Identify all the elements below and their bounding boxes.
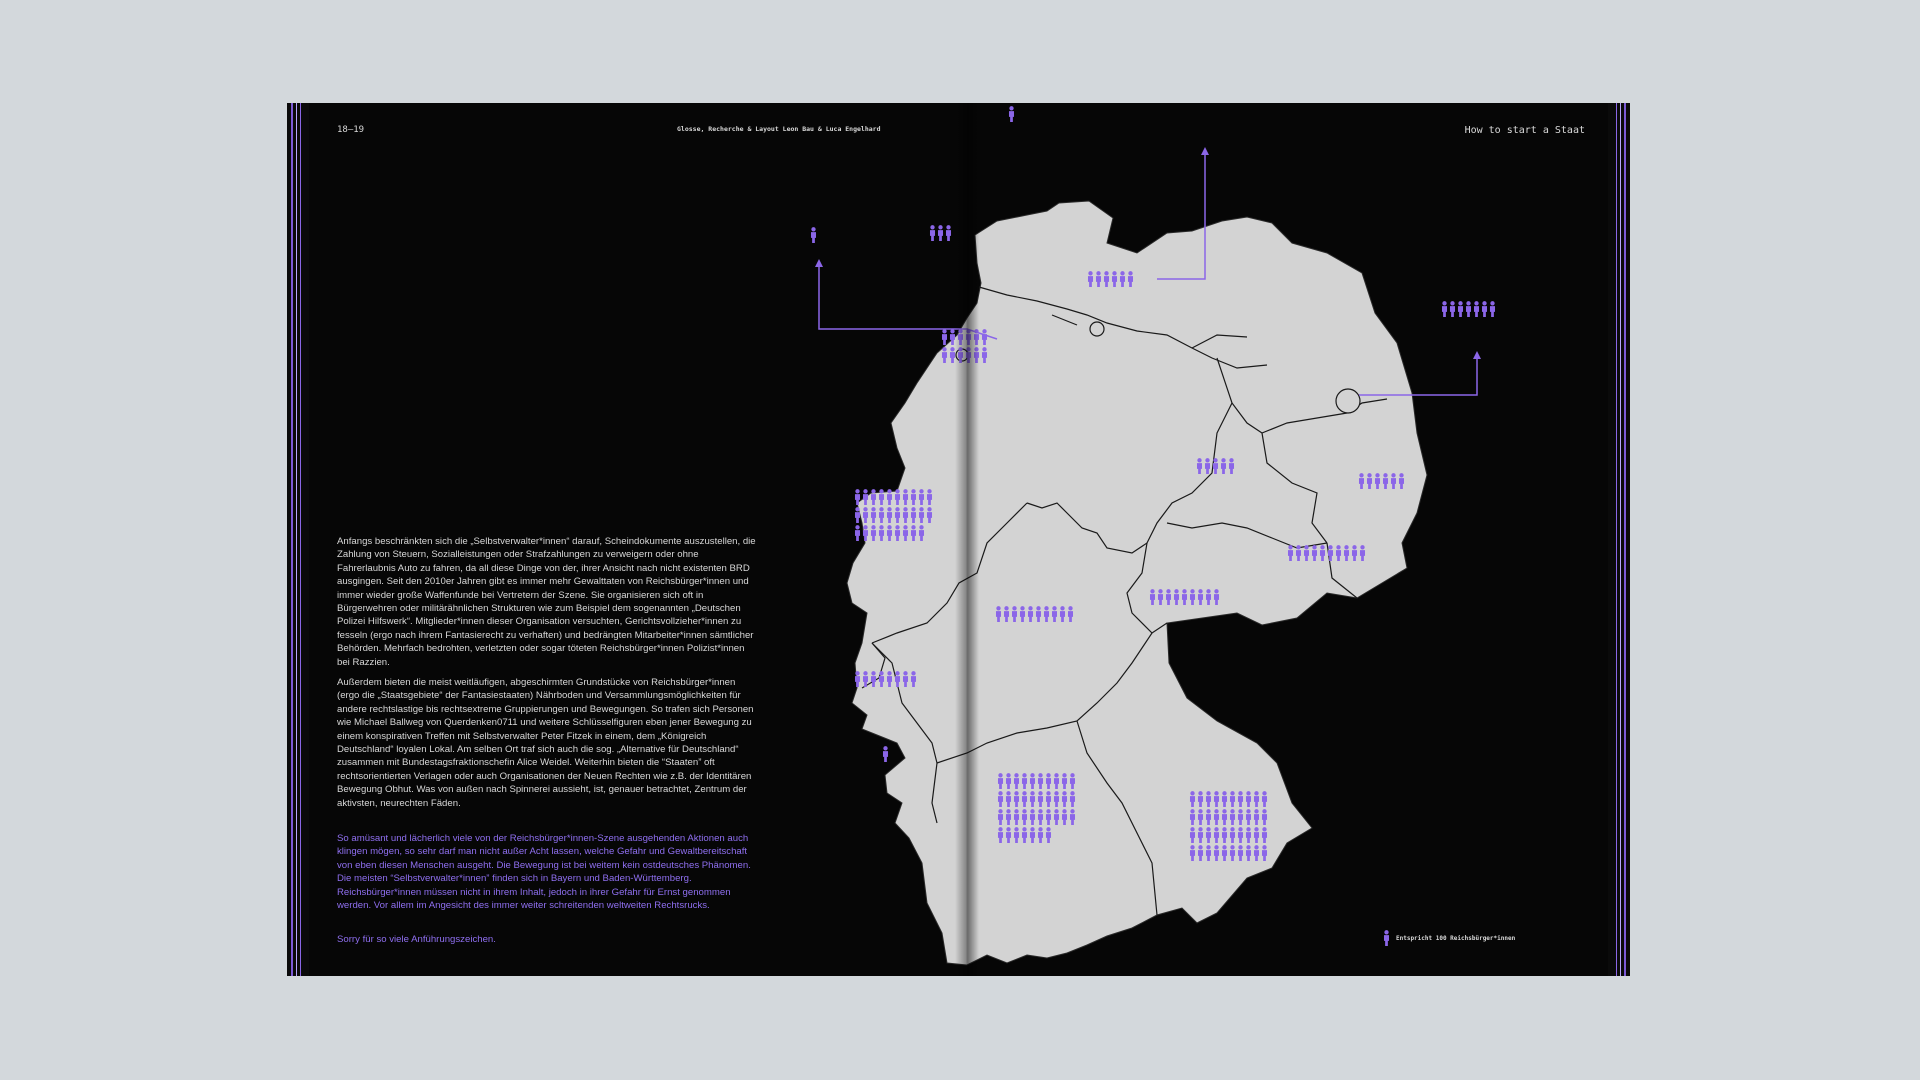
person-figure-icon <box>1490 301 1495 317</box>
germany-land <box>847 201 1427 965</box>
article-paragraph-1: Anfangs beschränkten sich die „Selbstverwalter*innen“ darauf, Scheindokumente auszustellen, die Zahlung von Steuern, Sozialleistungen oder Strafzahlungen zu verweigern oder ohne Fahrerlaubnis Auto zu fahren, da all diese Dinge von der, ihrer Ansicht nach nicht existenten BRD ausgingen. Seit den 2010er Jahren gibt es immer mehr Gewalttaten von Reichsbürger*innen und immer wieder große Waffenfunde bei Vertretern der Szene. Sie organisieren sich oft in Bürgerwehren oder militärähnlichen Strukturen wie zum Beispiel dem sogenannten „Deutschen Polizei Hilfswerk“. Mitglieder*innen dieser Organisation versuchten, Gerichtsvollzieher*innen zu fesseln (ergo nach ihrem Fantasierecht zu verhaften) und bedrängten Mitarbeiter*innen sämtlicher Behörden. Mehrfach bedrohten, verletzten oder sogar töteten Reichsbürger*innen Polizist*innen bei Razzien. <box>337 536 756 668</box>
person-figure-icon <box>1466 301 1471 317</box>
person-figure-icon <box>1482 301 1487 317</box>
person-figure-icon <box>1450 301 1455 317</box>
credits-line: Glosse, Recherche & Layout Leon Bau & Luca Engelhard <box>677 125 881 133</box>
person-figure-icon <box>855 525 860 541</box>
person-figure-icon <box>1458 301 1463 317</box>
article-paragraph-2: Außerdem bieten die meist weitläufigen, abgeschirmten Grundstücke von Reichsbürger*innen (ergo die „Staatsgebiete“ der Fantasiestaaten) Nährboden und Versammlungsmöglichkeiten für andere rechtslastige bis rechtsextreme Gruppierungen und Bewegungen. So trafen sich Personen wie Michael Ballweg von Querdenken0711 und weitere Schlüsselfiguren eben jener Bewegung zu einem konspirativen Treffen mit Selbstverwalter Peter Fitzek in einem, dem „Königreich Deutschland“ loyalen Lokal. Am selben Ort traf sich auch die sog. „Alternative für Deutschland“ zusammen mit Bundestagsfraktionschefin Alice Weidel. Weiterhin bieten die “Staaten” oft rechtsorientierten Verlagen oder auch Organisationen der Neuen Rechten wie z.B. der Identitären Bewegung Obhut. Was von außen nach Spinnerei aussieht, ist, genauer betrachtet, Zentrum der aktivsten, neurechten Fäden. <box>337 677 754 809</box>
figure-group-berlin <box>1442 301 1495 317</box>
person-figure-icon <box>1383 930 1390 946</box>
figure-group-hamburg <box>1009 106 1014 122</box>
figure-group-bremen <box>811 227 816 243</box>
legend-label: Entspricht 100 Reichsbürger*innen <box>1396 934 1516 942</box>
magazine-spread <box>287 103 1630 976</box>
person-figure-icon <box>942 329 947 345</box>
person-figure-icon <box>930 225 935 241</box>
person-figure-icon <box>855 507 860 523</box>
map-legend <box>1383 930 1515 946</box>
running-title: How to start a Staat <box>1464 125 1585 136</box>
person-figure-icon <box>883 746 888 762</box>
person-figure-icon <box>1009 106 1014 122</box>
person-figure-icon <box>1442 301 1447 317</box>
figure-group-saarland <box>883 746 888 762</box>
figure-group-schleswig-holstein <box>930 225 951 241</box>
person-figure-icon <box>811 227 816 243</box>
article-paragraph-3: So amüsant und lächerlich viele von der Reichsbürger*innen-Szene ausgehenden Aktionen auch klingen mögen, so sehr darf man nicht außer Acht lassen, welche Gefahr und Gewaltbereitschaft von eben diesen Menschen ausgeht. Die Bewegung ist bei weitem kein ostdeutsches Phänomen. Die meisten “Selbstverwalter*innen” finden sich in Bayern und Baden-Württemberg. Reichsbürger*innen müssen nicht in ihrem Inhalt, jedoch in ihrer Gefahr für Ernst genommen werden. Vor allem im Angesicht des immer weiter schreitenden weltweiten Rechtsrucks. <box>337 833 751 912</box>
page-numbers: 18–19 <box>337 125 365 135</box>
person-figure-icon <box>1474 301 1479 317</box>
person-figure-icon <box>938 225 943 241</box>
figure-group-th-ringen <box>1150 589 1219 605</box>
article-paragraph-4: Sorry für so viele Anführungszeichen. <box>337 934 496 945</box>
person-figure-icon <box>946 225 951 241</box>
